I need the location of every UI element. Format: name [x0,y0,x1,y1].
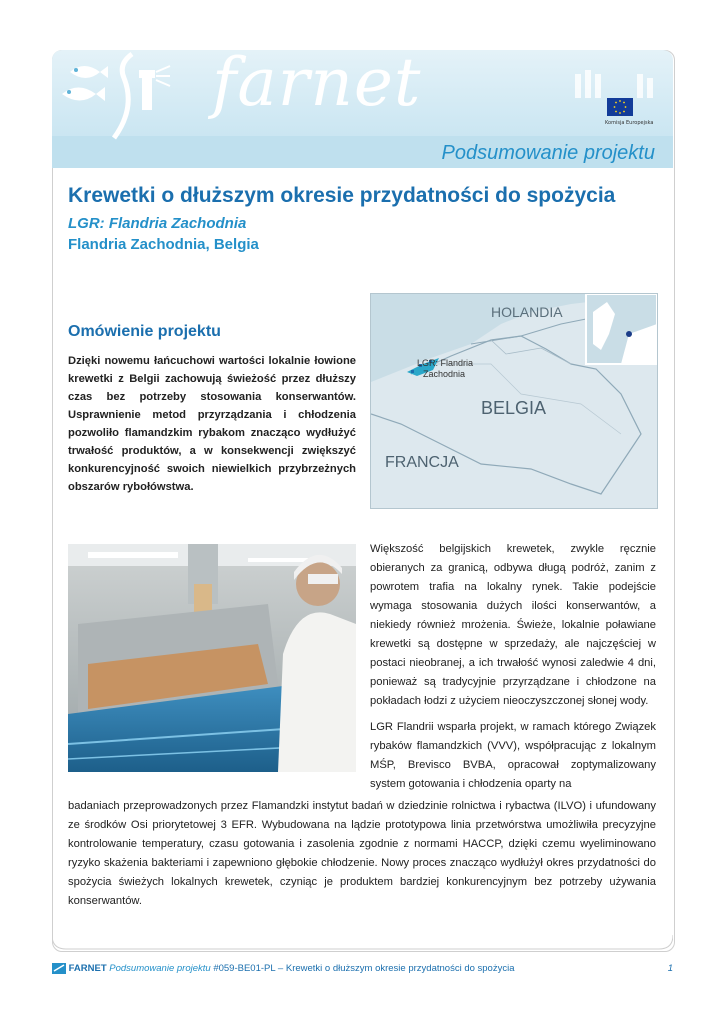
map-label-francja: FRANCJA [385,454,459,471]
map-label-belgia: BELGIA [481,398,547,418]
ec-logo [567,68,657,130]
region-name: Flandria Zachodnia, Belgia [68,236,259,253]
farnet-mini-logo-icon [52,963,66,974]
lgr-name: LGR: Flandria Zachodnia [68,215,247,232]
header-banner [52,50,673,168]
fish-lighthouse-logo-icon [52,50,212,150]
page-title: Krewetki o dłuższym okresie przydatności do spożycia [68,184,616,207]
footer-reference: #059-BE01-PL – Krewetki o dłuższym okresie przydatności do spożycia [213,963,515,975]
farnet-wordmark: farnet [212,50,422,121]
eu-flag-icon [607,98,633,116]
map-label-holandia: HOLANDIA [491,304,563,320]
map-label-lgr [417,358,473,380]
footer-brand: FARNET [68,963,107,975]
map-label-lgr-line2: Zachodnia [423,369,466,379]
ec-caption: Komisja Europejska [605,120,654,126]
body-column-right [370,540,656,801]
body-paragraph-2-continued: badaniach przeprowadzonych przez Flamandzki instytut badań w dziedzinie rolnictwa i rybactwa (ILVO) i ufundowany ze środków Osi priorytetowej 3 EFR. Wybudowana na lądzie prototypowa linia przetwórstwa umożliwiła precyzyjne kontrolowanie temperatury, czasu gotowania i zasolenia zgodnie z normami HACCP, dzięki czemu wyeliminowano ryzyko skażenia bakteriami i zapewniono głębokie chłodzenie. Nowy proces znacząco wydłużył okres przydatności do spożycia świeżych lokalnych krewetek, czyniąc je produktem bardziej konkurencyjnym bez potrzeby używania konserwantów. [68,800,656,907]
footer [52,963,673,974]
map-label-lgr-line1: LGR: Flandria [417,358,474,368]
region-map [370,293,658,509]
body-paragraph-2: LGR Flandrii wsparła projekt, w ramach którego Związek rybaków flamandzkich (VVV), współpracując z lokalnym MŚP, Brevisco BVBA, opracował zoptymalizowany system gotowania i chłodzenia oparty na [370,721,656,790]
page-frame-bottom [52,935,673,955]
processing-line-photo [68,544,356,772]
body-paragraph-1: Większość belgijskich krewetek, zwykle ręcznie obieranych za granicą, odbywa długą podróż, zanim z powrotem trafia na lokalny rynek. Takie podejście wymaga stosowania dużych ilości konserwantów, a niekiedy również mrożenia. Świeże, lokalnie poławiane krewetki są dostępne w sprzedaży, ale najczęściej w postaci nieobranej, a ich trwałość wynosi zaledwie 4 dni, ponieważ są tradycyjnie przyrządzane i chłodzone na pokładach łodzi z użyciem nieoczyszczonej słonej wody. [370,543,656,707]
photo-graphic [68,544,356,772]
footer-label: Podsumowanie projektu [109,963,211,975]
summary-label: Podsumowanie projektu [441,142,655,164]
overview-heading: Omówienie projektu [68,323,221,340]
overview-intro: Dzięki nowemu łańcuchowi wartości lokalnie łowione krewetki z Belgii zachowują świeżość przez dłuższy czas bez potrzeby stosowania konserwantów. Usprawnienie metod przyrządzania i chłodzenia pozwoliło flamandzkim rybakom znacząco wydłużyć trwałość produktów, a w konsekwencji zwiększyć konkurencyjność swoich niewielkich przybrzeżnych obszarów rybołówstwa. [68,355,356,493]
page-number: 1 [667,963,673,974]
